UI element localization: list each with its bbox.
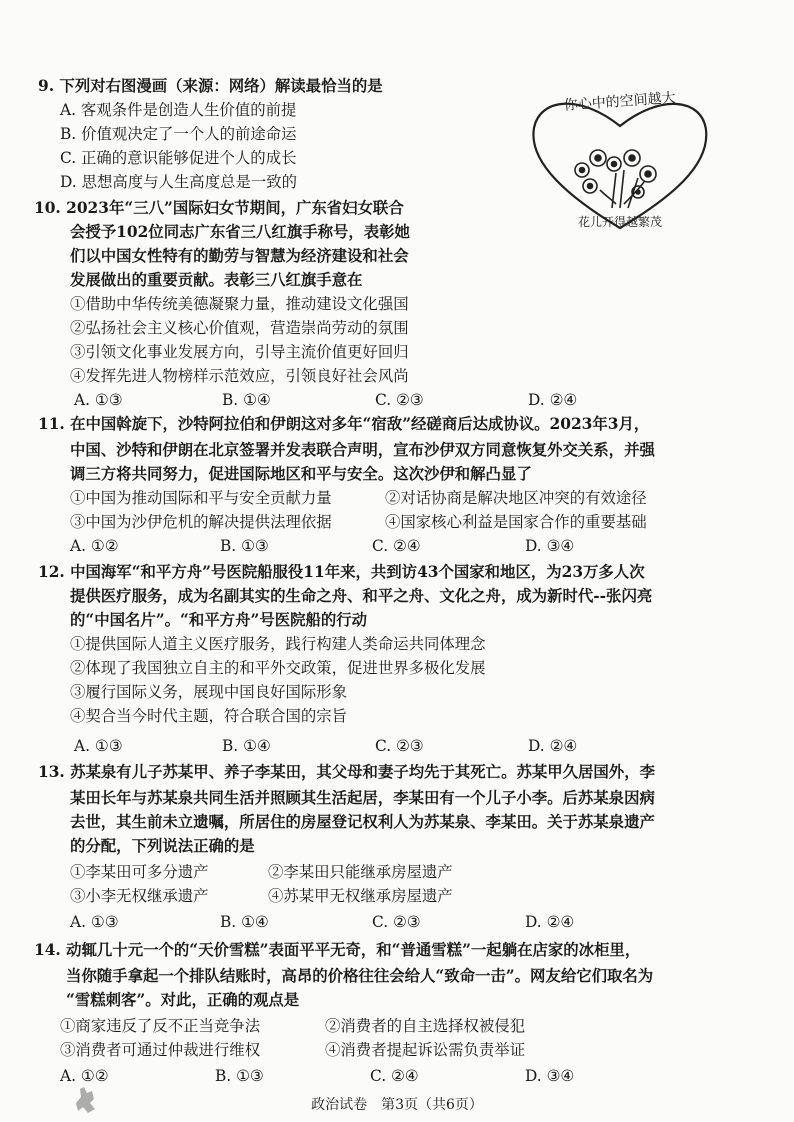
q11-stem-1: 11. 在中国斡旋下，沙特阿拉伯和伊朗这对多年“宿敌”经磋商后达成协议。2023年3月， [38, 415, 650, 433]
q11-stem-3: 调三方将共同努力，促进国际地区和平与安全。这次沙伊和解凸显了 [70, 465, 532, 483]
q12-stem-3: 的“中国名片”。“和平方舟”号医院船的行动 [70, 611, 368, 629]
q13-stem-3: 去世，其生前未立遗嘱，所居住的房屋登记权利人为苏某泉、李某田。关于苏某泉遗产 [70, 813, 655, 831]
q11-answer-b: B. ①③ [220, 537, 269, 555]
q11-statement-1: ①中国为推动国际和平与安全贡献力量 [70, 489, 332, 507]
q14-answer-c: C. ②④ [370, 1067, 419, 1085]
q11-answer-c: C. ②④ [372, 537, 421, 555]
q12-answer-a: A. ①③ [74, 737, 123, 755]
q10-answer-a: A. ①③ [74, 391, 123, 409]
q14-statement-2: ②消费者的自主选择权被侵犯 [325, 1017, 526, 1035]
q10-answer-c: C. ②③ [375, 391, 424, 409]
q10-statement-3: ③引领文化事业发展方向，引导主流价值更好回归 [70, 343, 409, 361]
q12-answer-b: B. ①④ [222, 737, 271, 755]
q14-answer-a: A. ①② [60, 1067, 109, 1085]
q12-stem-1: 12. 中国海军“和平方舟”号医院船服役11年来，共到访43个国家和地区，为23万多人次 [38, 563, 645, 581]
q11-statement-3: ③中国为沙伊危机的解决提供法理依据 [70, 513, 332, 531]
q9-option-d: D. 思想高度与人生高度总是一致的 [60, 173, 298, 191]
q14-answer-d: D. ③④ [525, 1067, 575, 1085]
heart-flower-illustration [520, 78, 720, 238]
q14-stem-1: 14. 动辄几十元一个的“天价雪糕”表面平平无奇，和“普通雪糕”一起躺在店家的冰柜里， [34, 941, 641, 959]
q13-statement-3: ③小李无权继承遗产 [70, 887, 209, 905]
q10-statement-4: ④发挥先进人物榜样示范效应，引领良好社会风尚 [70, 367, 409, 385]
q12-statement-3: ③履行国际义务，展现中国良好国际形象 [70, 683, 348, 701]
q13-answer-b: B. ①④ [220, 913, 269, 931]
q13-answer-d: D. ②④ [525, 913, 575, 931]
q10-answer-d: D. ②④ [528, 391, 578, 409]
q13-stem-2: 某田长年与苏某泉共同生活并照顾其生活起居，李某田有一个儿子小李。后苏某泉因病 [70, 789, 655, 807]
q12-statement-1: ①提供国际人道主义医疗服务，践行构建人类命运共同体理念 [70, 635, 486, 653]
page-footer: 政治试卷 第3页（共6页） [311, 1097, 483, 1113]
q13-answer-a: A. ①③ [70, 913, 119, 931]
q14-stem-2: 当你随手拿起一个排队结账时，高昂的价格往往会给人“致命一击”。网友给它们取名为 [66, 967, 654, 985]
q14-statement-3: ③消费者可通过仲裁进行维权 [60, 1041, 261, 1059]
q10-stem-4: 发展做出的重要贡献。表彰三八红旗手意在 [70, 271, 363, 289]
q14-statement-4: ④消费者提起诉讼需负责举证 [325, 1041, 526, 1059]
q11-statement-4: ④国家核心利益是国家合作的重要基础 [385, 513, 647, 531]
q10-statement-2: ②弘扬社会主义核心价值观，营造崇尚劳动的氛围 [70, 319, 409, 337]
cartoon-bottom-text: 花儿开得越繁茂 [577, 215, 663, 229]
q12-stem-2: 提供医疗服务，成为名副其实的生命之舟、和平之舟、文化之舟，成为新时代--张闪亮 [70, 587, 653, 605]
q11-stem-2: 中国、沙特和伊朗在北京签署并发表联合声明，宣布沙伊双方同意恢复外交关系，并强 [70, 441, 655, 459]
q10-stem-3: 们以中国女性特有的勤劳与智慧为经济建设和社会 [70, 247, 409, 265]
q9-option-a: A. 客观条件是创造人生价值的前提 [60, 101, 297, 119]
q11-answer-d: D. ③④ [525, 537, 575, 555]
q13-statement-1: ①李某田可多分遗产 [70, 863, 209, 881]
q13-stem-4: 的分配，下列说法正确的是 [70, 837, 255, 855]
cartoon-top-text: 你心中的空间越大 [563, 90, 677, 114]
q9-option-b: B. 价值观决定了一个人的前途命运 [60, 125, 297, 143]
q12-answer-c: C. ②③ [375, 737, 424, 755]
q12-statement-2: ②体现了我国独立自主的和平外交政策，促进世界多极化发展 [70, 659, 486, 677]
q9-option-c: C. 正确的意识能够促进个人的成长 [60, 149, 297, 167]
q10-answer-b: B. ①④ [222, 391, 271, 409]
q11-statement-2: ②对话协商是解决地区冲突的有效途径 [385, 489, 647, 507]
q11-answer-a: A. ①② [70, 537, 119, 555]
q13-statement-4: ④苏某甲无权继承房屋遗产 [268, 887, 453, 905]
q10-stem-2: 会授予102位同志广东省三八红旗手称号，表彰她 [70, 223, 410, 241]
q12-statement-4: ④契合当今时代主题，符合联合国的宗旨 [70, 707, 348, 725]
q12-answer-d: D. ②④ [528, 737, 578, 755]
q14-answer-b: B. ①③ [215, 1067, 264, 1085]
heart-flower-cartoon [520, 78, 720, 238]
q9-stem: 9. 下列对右图漫画（来源：网络）解读最恰当的是 [38, 77, 383, 95]
q13-statement-2: ②李某田只能继承房屋遗产 [268, 863, 453, 881]
q14-stem-3: “雪糕刺客”。对此，正确的观点是 [66, 991, 300, 1009]
q10-stem-1: 10. 2023年“三八”国际妇女节期间，广东省妇女联合 [34, 199, 404, 217]
q10-statement-1: ①借助中华传统美德凝聚力量，推动建设文化强国 [70, 295, 409, 313]
q13-stem-1: 13. 苏某泉有儿子苏某甲、养子李某田，其父母和妻子均先于其死亡。苏某甲久居国外，李 [38, 763, 655, 781]
q13-answer-c: C. ②③ [372, 913, 421, 931]
q14-statement-1: ①商家违反了反不正当竞争法 [60, 1017, 261, 1035]
